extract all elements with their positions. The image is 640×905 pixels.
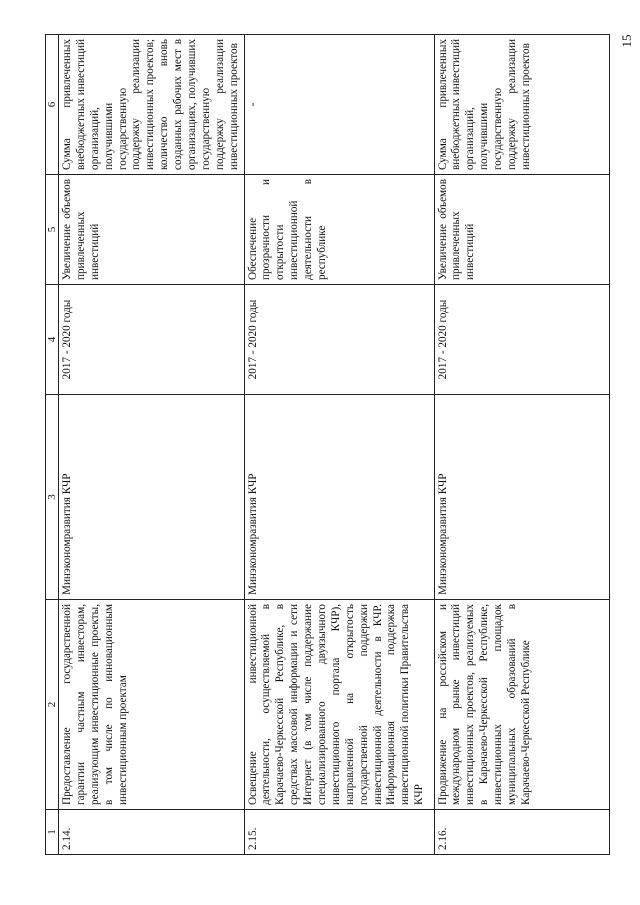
executor-cell: Минэкономразвития КЧР [434,395,609,600]
program-measures-table [45,34,610,855]
indicator-cell: - [244,35,434,175]
event-cell: Предоставление государственной гарантии частным инвесторам, реализующим инвестиционные проекты, в том числе по инновационным инвестиционным проектам [59,600,245,810]
result-cell: Обеспечение прозрачности и открытости инвестиционной деятельности в республике [244,175,434,285]
term-cell: 2017 - 2020 годы [434,285,609,395]
table-row [244,35,434,855]
term-cell: 2017 - 2020 годы [59,285,245,395]
page-number: 15 [619,34,634,48]
indicator-cell: Сумма привлеченных внебюджетных инвестиций организаций, получившими государственную поддержку реализации инвестиционных проектов [434,35,609,175]
result-cell: Увеличение объемов привлеченных инвестиций [434,175,609,285]
header-col-3: 3 [46,395,59,600]
event-cell: Освещение инвестиционной деятельности, осуществляемой в Карачаево-Черкесской Республике, в средствах массовой информации и сети Интернет (в том числе поддержание специализированного двуязычного инвестиционного портала КЧР), направленной на открытость государственной поддержки инвестиционной деятельности в КЧР. Информационная поддержка инвестиционной политики Правительства КЧР [244,600,434,810]
header-row [46,35,59,855]
executor-cell: Минэкономразвития КЧР [59,395,245,600]
header-col-5: 5 [46,175,59,285]
row-number: 2.14. [59,810,245,855]
header-col-4: 4 [46,285,59,395]
header-col-6: 6 [46,35,59,175]
header-col-2: 2 [46,600,59,810]
header-col-1: 1 [46,810,59,855]
indicator-cell: Сумма привлеченных внебюджетных инвестиций организаций, получившими государственную поддержку реализации инвестиционных проектов; количество вновь созданных рабочих мест в организациях, получивших государственную поддержку реализации инвестиционных проектов [59,35,245,175]
result-cell: Увеличение объемов привлеченных инвестиций [59,175,245,285]
event-cell: Продвижение на российском и международном рынке инвестиций инвестиционных проектов, реализуемых в Карачаево-Черкесской Республике, инвестиционных площадок муниципальных образований в Карачаево-Черкесской Республике [434,600,609,810]
row-number: 2.15. [244,810,434,855]
table-row [59,35,245,855]
row-number: 2.16. [434,810,609,855]
rotated-table-frame [45,35,600,855]
term-cell: 2017 - 2020 годы [244,285,434,395]
table-row [434,35,609,855]
executor-cell: Минэкономразвития КЧР [244,395,434,600]
